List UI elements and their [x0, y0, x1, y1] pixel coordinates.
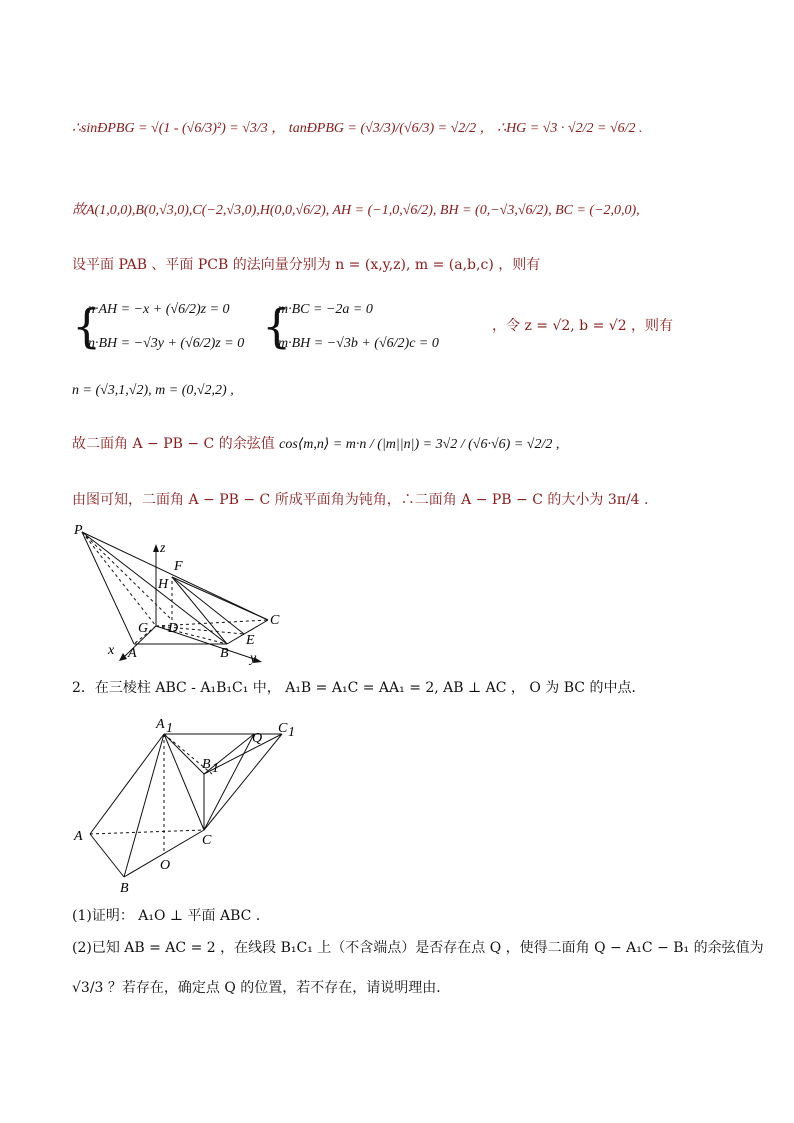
- solution-line-6: [72, 434, 559, 455]
- label-E: E: [246, 633, 255, 648]
- figure-pyramid-1: [72, 522, 292, 672]
- label-C: C: [202, 833, 212, 848]
- solution-line-5: [72, 380, 234, 401]
- cosine-label: 故二面角 A − PB − C 的余弦值: [72, 436, 275, 452]
- left-brace: {: [72, 299, 102, 353]
- label-A1: A: [156, 717, 165, 732]
- label-B: B: [120, 881, 129, 896]
- eq-m-bc: m·BC = −2a = 0: [278, 302, 373, 317]
- solution-line-2: [72, 200, 640, 221]
- figure-prism-2: [72, 712, 302, 897]
- label-C: C: [270, 613, 280, 628]
- solution-line-7: [72, 490, 648, 510]
- part-1-text: (1)证明： A₁O ⊥ 平面 ABC ．: [72, 908, 270, 924]
- sin-tan-expression: ∴sinÐPBG = √(1 - (√6/3)²) = √3/3 ， tanÐPBG = (√3/3)/(√6/3) = √2/2 ， ∴HG = √3 · √2/2 = √6/2 .: [72, 121, 643, 136]
- eq-m-bh: m·BH = −√3b + (√6/2)c = 0: [278, 336, 439, 351]
- question-2: [72, 678, 645, 698]
- question-2-part-2-cont: [72, 978, 450, 998]
- label-A: A: [128, 646, 137, 661]
- cosine-expression: cos⟨m,n⟩ = m·n / (|m||n|) = 3√2 / (√6·√6) = √2/2 ,: [279, 437, 560, 452]
- normal-vector-setup: 设平面 PAB 、平面 PCB 的法向量分别为 n = (x,y,z), m = (a,b,c) ，则有: [72, 257, 541, 273]
- label-P: P: [74, 523, 83, 538]
- pyramid-diagram: [72, 522, 292, 672]
- label-A: A: [74, 829, 83, 844]
- question-2-text: 2．在三棱柱 ABC - A₁B₁C₁ 中， A₁B = A₁C = AA₁ = 2, AB ⊥ AC ， O 为 BC 的中点．: [72, 680, 646, 696]
- label-F: F: [174, 559, 183, 574]
- label-O: O: [160, 858, 171, 873]
- normal-vectors-result: n = (√3,1,√2), m = (0,√2,2) ,: [72, 383, 234, 398]
- label-A1-sub: 1: [166, 721, 173, 736]
- prism-diagram: [72, 712, 302, 897]
- part-2-text: (2)已知 AB = AC = 2 ，在线段 B₁C₁ 上（不含端点）是否存在点 Q ，使得二面角 Q − A₁C − B₁ 的余弦值为: [72, 940, 764, 956]
- label-z: z: [160, 541, 166, 556]
- label-D: D: [168, 621, 179, 636]
- question-2-part-1: [72, 906, 270, 926]
- label-B1: B: [202, 757, 211, 772]
- question-2-part-2: [72, 938, 764, 958]
- label-B: B: [220, 646, 229, 661]
- coordinates-expression: 故A(1,0,0),B(0,√3,0),C(−2,√3,0),H(0,0,√6/2), AH = (−1,0,√6/2), BH = (0,−√3,√6/2), BC = (−2,0,0),: [72, 203, 640, 218]
- solution-line-1: [72, 118, 643, 139]
- solution-line-3: [72, 255, 540, 275]
- label-Q: Q: [252, 731, 263, 746]
- right-brace: {: [262, 299, 292, 353]
- dihedral-conclusion: 由图可知，二面角 A − PB − C 所成平面角为钝角，∴二面角 A − PB − C 的大小为 3π/4 .: [72, 492, 649, 508]
- let-z-b: ，令 z = √2, b = √2 ，则有: [492, 318, 674, 334]
- label-C1-sub: 1: [288, 725, 295, 740]
- part-2-text-cont: √3/3 ？若存在，确定点 Q 的位置，若不存在，请说明理由．: [72, 980, 451, 996]
- label-C1: C: [278, 721, 288, 736]
- eq-n-ah: n·AH = −x + (√6/2)z = 0: [88, 302, 230, 317]
- label-y: y: [250, 651, 257, 666]
- label-B1-sub: 1: [212, 761, 219, 776]
- label-x: x: [108, 643, 115, 658]
- eq-n-bh: n·BH = −√3y + (√6/2)z = 0: [88, 336, 245, 351]
- label-G: G: [138, 621, 149, 636]
- label-H: H: [158, 577, 169, 592]
